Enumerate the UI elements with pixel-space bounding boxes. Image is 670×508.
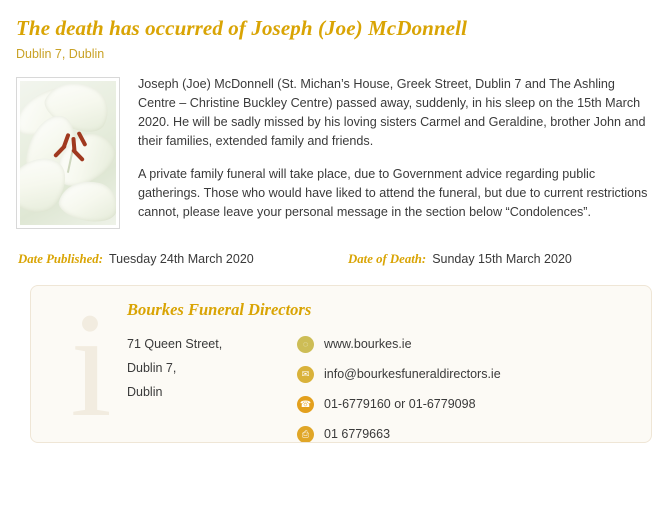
obituary-paragraph-2: A private family funeral will take place, due to Government advice regarding public gatherings. Those who would have liked to attend the funeral, but due to current restrictions cannot, please leave your personal message in the section below “Condolences”.: [138, 167, 648, 219]
contact-email[interactable]: [297, 362, 651, 386]
fax-icon: ⎙: [297, 426, 314, 443]
globe-icon: ◌: [297, 336, 314, 353]
contact-phone[interactable]: [297, 392, 651, 416]
date-of-death: [348, 252, 572, 267]
address-line-3: Dublin: [127, 385, 163, 399]
address-line-2: Dublin 7,: [127, 361, 177, 375]
obituary-text: [138, 75, 654, 236]
envelope-icon: ✉: [297, 366, 314, 383]
funeral-director-name: Bourkes Funeral Directors: [127, 300, 312, 319]
notice-content: [16, 75, 654, 236]
address-line-1: 71 Queen Street,: [127, 337, 223, 351]
funeral-director-card: [30, 285, 652, 443]
date-of-death-value: Sunday 15th March 2020: [432, 252, 572, 266]
info-watermark-icon: i: [70, 285, 112, 443]
page-title: The death has occurred of Joseph (Joe) McDonnell: [16, 16, 468, 40]
contact-fax: [297, 422, 651, 443]
location-subtitle: Dublin 7, Dublin: [16, 47, 105, 61]
funeral-director-address: [127, 332, 297, 443]
deceased-photo-frame: [16, 77, 120, 229]
date-of-death-label: Date of Death:: [348, 252, 427, 266]
date-published-label: Date Published:: [18, 252, 103, 266]
dates-row: [16, 252, 654, 267]
lily-flower-image: [20, 81, 116, 225]
funeral-director-contacts: [297, 332, 651, 443]
fax-number: 01 6779663: [324, 427, 391, 441]
obituary-paragraph-1: Joseph (Joe) McDonnell (St. Michan’s House, Greek Street, Dublin 7 and The Ashling Centre – Christine Buckley Centre) passed away, suddenly, in his sleep on the 15th March 2020. He will be sadly missed by his loving sisters Carmel and Geraldine, brother John and their families, extended family and friends.: [138, 77, 646, 148]
phone-icon: ☎: [297, 396, 314, 413]
email-link[interactable]: info@bourkesfuneraldirectors.ie: [324, 367, 501, 381]
phone-number[interactable]: 01-6779160 or 01-6779098: [324, 397, 476, 411]
website-link[interactable]: www.bourkes.ie: [324, 337, 412, 351]
date-published: [18, 252, 348, 267]
date-published-value: Tuesday 24th March 2020: [108, 252, 254, 266]
contact-website[interactable]: [297, 332, 651, 356]
